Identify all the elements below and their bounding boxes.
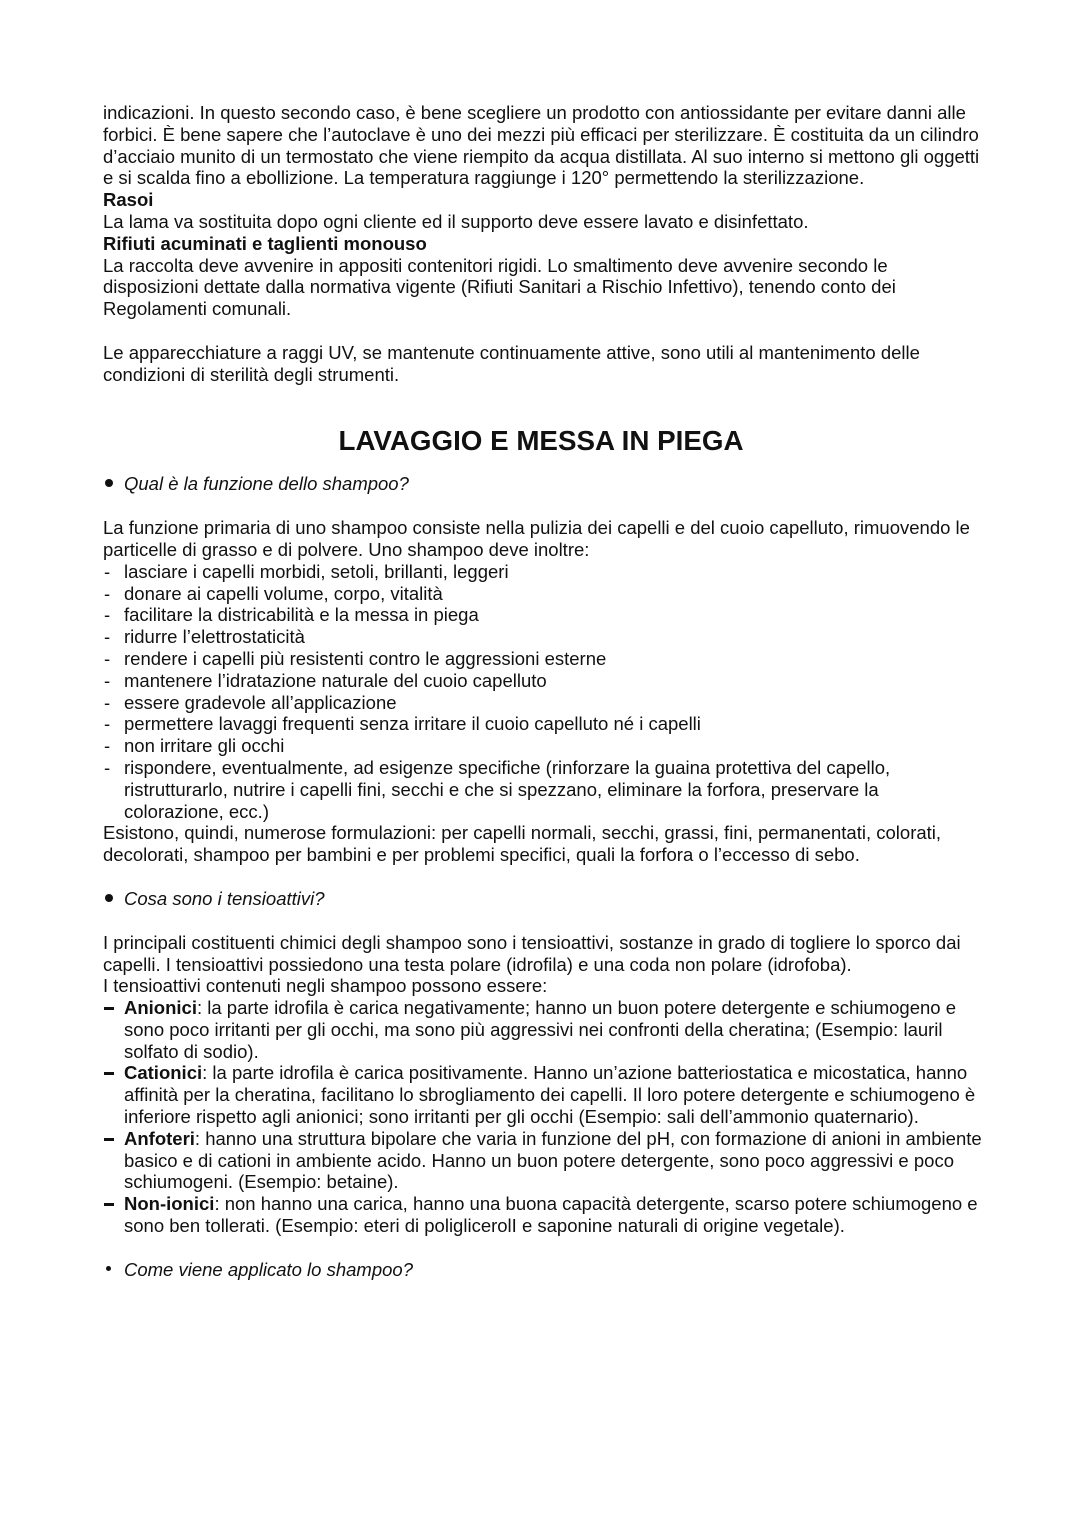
question-shampoo-application — [103, 1259, 983, 1281]
spacer — [103, 910, 983, 932]
list-item-anionici — [103, 997, 983, 1062]
type-description: : hanno una struttura bipolare che varia in funzione del pH, con formazione di anioni in ambiente basico e di cationi in ambiente acido. Hanno un buon potere detergente, sono poco aggressivi e poco schiumogeni. (Esempio: betaine). — [124, 1127, 982, 1193]
document-page — [103, 102, 983, 1281]
list-item: - rispondere, eventualmente, ad esigenze specifiche (rinforzare la guaina protettiva del capello, ristrutturarlo, nutrire i capelli fini, secchi e che si spezzano, eliminare la forfora, preservare la colorazione, ecc.) — [103, 757, 983, 822]
spacer — [103, 386, 983, 430]
rasoi-text: La lama va sostituita dopo ogni cliente ed il supporto deve essere lavato e disinfettato. — [103, 210, 809, 232]
spacer — [103, 495, 983, 517]
list-item: - essere gradevole all’applicazione — [103, 692, 983, 714]
spacer — [103, 320, 983, 342]
section-heading: LAVAGGIO E MESSA IN PIEGA — [338, 424, 744, 456]
formulations-paragraph: Esistono, quindi, numerose formulazioni: per capelli normali, secchi, grassi, fini, permanentati, colorati, decolorati, shampoo per bambini e per problemi specifici, quali la forfora o l’eccesso di sebo. — [103, 822, 942, 866]
uv-paragraph: Le apparecchiature a raggi UV, se mantenute continuamente attive, sono utili al mantenimento delle condizioni di sterilità degli strumenti. — [103, 341, 920, 385]
type-name: Cationici — [124, 1062, 203, 1084]
bullet-icon — [103, 1259, 124, 1281]
question-tensioattivi — [103, 888, 983, 910]
question-text: Cosa sono i tensioattivi? — [124, 887, 325, 909]
type-description: : la parte idrofila è carica negativamente; hanno un buon potere detergente e schiumogeno e sono poco irritanti per gli occhi, ma sono più aggressivi nei confronti della cheratina; (Esempio: lauril solfato di sodio). — [124, 997, 956, 1062]
shampoo-intro: La funzione primaria di uno shampoo consiste nella pulizia dei capelli e del cuoio capelluto, rimuovendo le particelle di grasso e di polvere. Uno shampoo deve inoltre: — [103, 517, 970, 560]
spacer — [103, 866, 983, 888]
list-item: - lasciare i capelli morbidi, setoli, brillanti, leggeri — [103, 561, 983, 583]
tensioattivi-types-list — [103, 997, 983, 1237]
type-name: Non-ionici — [124, 1193, 215, 1215]
type-name: Anionici — [124, 997, 197, 1019]
rifiuti-text: La raccolta deve avvenire in appositi contenitori rigidi. Lo smaltimento deve avvenire secondo le disposizioni dettate dalla normativa vigente (Rifiuti Sanitari a Rischio Infettivo), tenendo conto dei Regolamenti comunali. — [103, 254, 896, 320]
bullet-icon — [103, 888, 124, 910]
list-item-anfoteri — [103, 1128, 983, 1193]
autoclave-paragraph: indicazioni. In questo secondo caso, è bene scegliere un prodotto con antiossidante per evitare danni alle forbici. È bene sapere che l’autoclave è uno dei mezzi più efficaci per sterilizzare. È costituita da un cilindro d’acciaio munito di un termostato che viene riempito da acqua distillata. Al suo interno si mettono gli oggetti e si scalda fino a ebollizione. La temperatura raggiunge i 120° permettendo la sterilizzazione. — [103, 102, 980, 189]
type-name: Anfoteri — [124, 1127, 195, 1149]
bullet-icon — [103, 473, 124, 495]
rasoi-title: Rasoi — [103, 189, 154, 211]
list-item-cationici — [103, 1062, 983, 1127]
list-item: - mantenere l’idratazione naturale del cuoio capelluto — [103, 670, 983, 692]
type-description: : la parte idrofila è carica positivamente. Hanno un’azione batteriostatica e micostatica, hanno affinità per la cheratina, facilitano lo sbrogliamento dei capelli. Il loro potere detergente e schiumogeno è inferiore rispetto agli anionici; sono irritanti per gli occhi (Esempio: sali dell’ammonio quaternario). — [124, 1062, 976, 1128]
list-item: - donare ai capelli volume, corpo, vitalità — [103, 583, 983, 605]
shampoo-requirements-list — [103, 561, 983, 823]
rifiuti-title: Rifiuti acuminati e taglienti monouso — [103, 232, 427, 254]
list-item: - facilitare la districabilità e la messa in piega — [103, 604, 983, 626]
question-text: Come viene applicato lo shampoo? — [124, 1258, 413, 1280]
tensioattivi-intro: I principali costituenti chimici degli shampoo sono i tensioattivi, sostanze in grado di togliere lo sporco dai capelli. I tensioattivi possiedono una testa polare (idrofila) e una coda non polare (idrofoba). — [103, 931, 961, 975]
list-item-non-ionici — [103, 1193, 983, 1237]
list-item: - permettere lavaggi frequenti senza irritare il cuoio capelluto né i capelli — [103, 713, 983, 735]
list-item: - rendere i capelli più resistenti contro le aggressioni esterne — [103, 648, 983, 670]
question-shampoo-function — [103, 473, 983, 495]
tensioattivi-types-intro: I tensioattivi contenuti negli shampoo possono essere: — [103, 975, 548, 997]
list-item: - ridurre l’elettrostaticità — [103, 626, 983, 648]
question-text: Qual è la funzione dello shampoo? — [124, 473, 409, 495]
type-description: : non hanno una carica, hanno una buona capacità detergente, scarso potere schiumogeno e sono ben tollerati. (Esempio: eteri di poliglicerolI e saponine naturali di origine vegetale). — [124, 1193, 978, 1237]
list-item: - non irritare gli occhi — [103, 735, 983, 757]
spacer — [103, 1237, 983, 1259]
